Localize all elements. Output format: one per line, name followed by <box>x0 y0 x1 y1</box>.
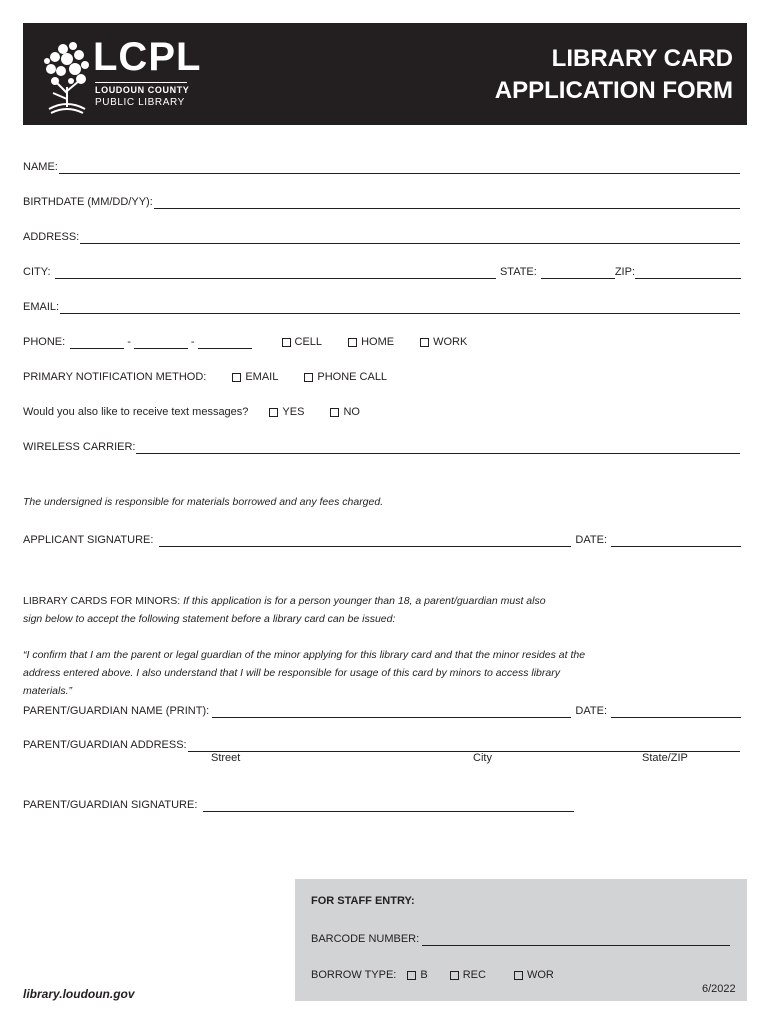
logo-line-library: PUBLIC LIBRARY <box>95 97 185 108</box>
phone-cell-label: CELL <box>294 336 323 348</box>
wireless-carrier-label: WIRELESS CARRIER: <box>23 441 136 453</box>
guardian-name-row <box>23 704 741 718</box>
phone-separator-1: - <box>127 336 131 348</box>
checkbox-icon <box>269 408 278 417</box>
borrow-rec-checkbox[interactable] <box>450 968 486 982</box>
minors-notice <box>23 592 563 628</box>
guardian-name-field[interactable] <box>212 706 571 718</box>
phone-prefix-field[interactable] <box>134 337 188 349</box>
guardian-signature-field[interactable] <box>203 800 574 812</box>
guardian-date-field[interactable] <box>611 706 741 718</box>
text-question: Would you also like to receive text messages? <box>23 406 249 418</box>
checkbox-icon <box>232 373 241 382</box>
applicant-signature-label: APPLICANT SIGNATURE: <box>23 534 154 546</box>
notify-email-checkbox[interactable] <box>232 370 278 384</box>
address-row <box>23 230 741 244</box>
barcode-row <box>311 932 731 946</box>
applicant-signature-field[interactable] <box>159 535 571 547</box>
checkbox-icon <box>514 971 523 980</box>
address-city-caption: City <box>473 752 492 764</box>
applicant-signature-row <box>23 533 741 547</box>
phone-work-label: WORK <box>433 336 468 348</box>
library-website-link[interactable]: library.loudoun.gov <box>23 987 135 1001</box>
staff-entry-panel <box>295 879 747 1001</box>
name-row <box>23 160 741 174</box>
minors-text: If this application is for a person younger than 18, a parent/guardian must also sign below to accept the following statement before a library card can be issued: <box>23 595 546 625</box>
guardian-address-field[interactable] <box>188 740 740 752</box>
phone-home-checkbox[interactable] <box>348 335 394 349</box>
address-street-caption: Street <box>211 752 241 764</box>
notify-phone-label: PHONE CALL <box>317 371 388 383</box>
phone-home-label: HOME <box>361 336 395 348</box>
phone-row <box>23 335 741 349</box>
borrow-wor-checkbox[interactable] <box>514 968 554 982</box>
phone-separator-2: - <box>190 336 195 348</box>
checkbox-icon <box>330 408 339 417</box>
logo-divider <box>95 82 187 83</box>
minors-lead: LIBRARY CARDS FOR MINORS: <box>23 595 181 607</box>
email-label: EMAIL: <box>23 301 60 313</box>
city-state-zip-row <box>23 265 741 279</box>
header-banner <box>23 23 747 125</box>
notify-phone-checkbox[interactable] <box>304 370 387 384</box>
phone-area-field[interactable] <box>70 337 124 349</box>
address-field[interactable] <box>80 232 740 244</box>
wireless-carrier-field[interactable] <box>136 442 740 454</box>
notification-row <box>23 370 741 384</box>
checkbox-icon <box>407 971 416 980</box>
birthdate-field[interactable] <box>154 197 740 209</box>
wireless-carrier-row <box>23 440 741 454</box>
guardian-address-row <box>23 738 741 752</box>
phone-line-field[interactable] <box>198 337 252 349</box>
name-label: NAME: <box>23 161 58 173</box>
notify-email-label: EMAIL <box>245 371 279 383</box>
zip-label: ZIP: <box>614 266 635 278</box>
text-messages-row <box>23 405 741 419</box>
address-state-zip-caption: State/ZIP <box>642 752 688 764</box>
guardian-address-label: PARENT/GUARDIAN ADDRESS: <box>23 739 187 751</box>
phone-cell-checkbox[interactable] <box>282 335 323 349</box>
checkbox-icon <box>304 373 313 382</box>
text-no-checkbox[interactable] <box>330 405 360 419</box>
checkbox-icon <box>420 338 429 347</box>
email-row <box>23 300 741 314</box>
checkbox-icon <box>450 971 459 980</box>
applicant-date-label: DATE: <box>575 534 607 546</box>
borrow-type-row <box>311 968 731 982</box>
guardian-name-label: PARENT/GUARDIAN NAME (PRINT): <box>23 705 210 717</box>
notification-label: PRIMARY NOTIFICATION METHOD: <box>23 371 207 383</box>
phone-label: PHONE: <box>23 336 66 348</box>
applicant-date-field[interactable] <box>611 535 741 547</box>
guardian-signature-row <box>23 798 575 812</box>
form-title <box>495 43 733 107</box>
checkbox-icon <box>348 338 357 347</box>
guardian-statement: “I confirm that I am the parent or legal guardian of the minor applying for this library card and that the minor resides at the address entered above. I also understand that I will be responsible for usage of this card by minors to access library materials.” <box>23 649 586 697</box>
borrow-b-label: B <box>420 969 428 981</box>
staff-entry-title: FOR STAFF ENTRY: <box>311 895 415 907</box>
checkbox-icon <box>282 338 291 347</box>
birthdate-label: BIRTHDATE (MM/DD/YY): <box>23 196 153 208</box>
state-field[interactable] <box>541 267 615 279</box>
email-field[interactable] <box>60 302 740 314</box>
logo-acronym: LCPL <box>93 35 202 79</box>
form-title-line1: LIBRARY CARD <box>551 45 733 72</box>
form-revision-date: 6/2022 <box>702 983 736 995</box>
text-yes-label: YES <box>282 406 305 418</box>
address-label: ADDRESS: <box>23 231 80 243</box>
borrow-rec-label: REC <box>462 969 486 981</box>
logo-line-county: LOUDOUN COUNTY <box>95 85 190 95</box>
birthdate-row <box>23 195 741 209</box>
barcode-label: BARCODE NUMBER: <box>311 933 420 945</box>
guardian-date-label: DATE: <box>575 705 607 717</box>
text-yes-checkbox[interactable] <box>269 405 304 419</box>
name-field[interactable] <box>59 162 740 174</box>
barcode-field[interactable] <box>422 934 730 946</box>
city-field[interactable] <box>55 267 496 279</box>
zip-field[interactable] <box>635 267 741 279</box>
city-label: CITY: <box>23 266 51 278</box>
text-no-label: NO <box>343 406 360 418</box>
form-title-line2: APPLICATION FORM <box>494 77 733 104</box>
borrow-b-checkbox[interactable] <box>407 968 427 982</box>
borrow-wor-label: WOR <box>526 969 554 981</box>
responsibility-statement: The undersigned is responsible for materials borrowed and any fees charged. <box>23 496 384 508</box>
borrow-type-label: BORROW TYPE: <box>311 969 397 981</box>
state-label: STATE: <box>499 266 537 278</box>
guardian-signature-label: PARENT/GUARDIAN SIGNATURE: <box>23 799 198 811</box>
phone-work-checkbox[interactable] <box>420 335 467 349</box>
